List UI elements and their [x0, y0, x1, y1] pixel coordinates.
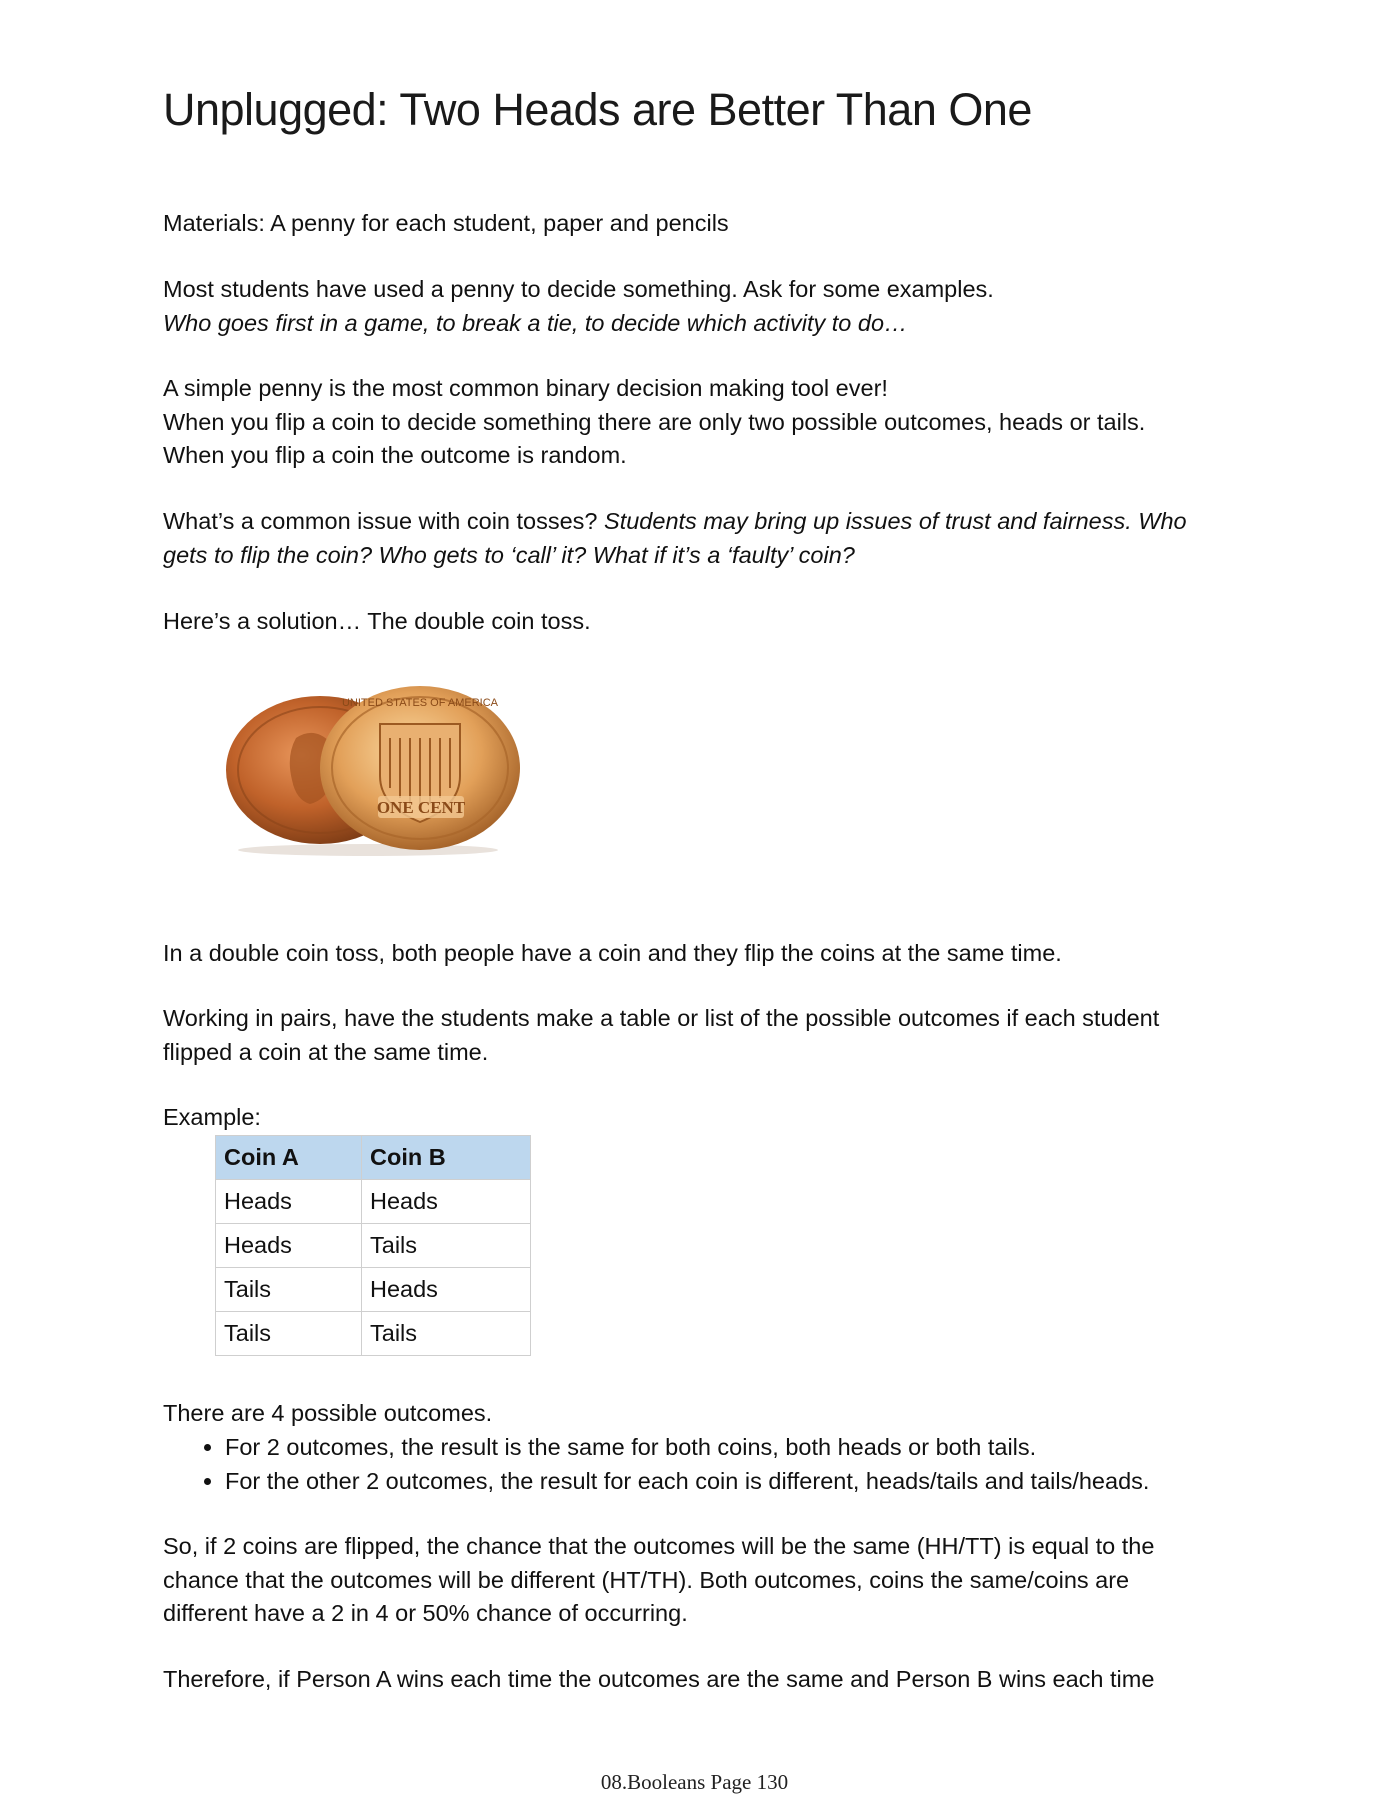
- table-row: [216, 1312, 531, 1356]
- working-paragraph: [163, 1002, 1243, 1069]
- table-cell: Heads: [362, 1268, 531, 1312]
- therefore-line: Therefore, if Person A wins each time the outcomes are the same and Person B wins each time: [163, 1666, 1155, 1692]
- table-cell: Tails: [216, 1312, 362, 1356]
- coin-legend-top: UNITED STATES OF AMERICA: [341, 697, 499, 709]
- binary-paragraph: [163, 372, 1243, 473]
- example-label: [163, 1101, 1243, 1135]
- binary-line-1: A simple penny is the most common binary decision making tool ever!: [163, 375, 888, 401]
- therefore-text: [163, 1663, 1243, 1697]
- pennies-image: [208, 678, 528, 858]
- double-toss-text: [163, 937, 1243, 971]
- table-cell: Heads: [216, 1180, 362, 1224]
- table-cell: Tails: [216, 1268, 362, 1312]
- table-cell: Heads: [216, 1224, 362, 1268]
- issue-question: What’s a common issue with coin tosses?: [163, 508, 605, 534]
- coin-legend-bottom: ONE CENT: [376, 798, 466, 817]
- solution-text: [163, 605, 1243, 639]
- conclusion-line-1: So, if 2 coins are flipped, the chance that the outcomes will be the same (HH/TT) is equal to the: [163, 1533, 1155, 1559]
- example-line: Example:: [163, 1104, 261, 1130]
- intro-line-2: Who goes first in a game, to break a tie, to decide which activity to do…: [163, 309, 908, 336]
- table-row: [216, 1180, 531, 1224]
- working-line-1: Working in pairs, have the students make a table or list of the possible outcomes if each student: [163, 1005, 1160, 1031]
- conclusion-line-2: chance that the outcomes will be different (HT/TH). Both outcomes, coins the same/coins are: [163, 1566, 1130, 1593]
- coin-shadow: [238, 844, 498, 856]
- table-cell: Heads: [362, 1180, 531, 1224]
- double-toss-line: In a double coin toss, both people have a coin and they flip the coins at the same time.: [163, 940, 1062, 966]
- outcomes-table: [215, 1135, 531, 1356]
- issue-paragraph: [163, 505, 1243, 572]
- intro-paragraph: [163, 273, 1243, 340]
- conclusion-line-3: different have a 2 in 4 or 50% chance of occurring.: [163, 1600, 688, 1626]
- solution-line: Here’s a solution… The double coin toss.: [163, 608, 591, 634]
- table-header-row: [216, 1136, 531, 1180]
- table-row: [216, 1268, 531, 1312]
- conclusion-paragraph: [163, 1530, 1243, 1631]
- outcomes-list: [163, 1431, 1149, 1498]
- list-item: • For the other 2 outcomes, the result for each coin is different, heads/tails and tails/heads.: [225, 1465, 1149, 1499]
- issue-answer-2: gets to flip the coin? Who gets to ‘call’ it? What if it’s a ‘faulty’ coin?: [163, 541, 855, 568]
- outcomes-line: There are 4 possible outcomes.: [163, 1400, 493, 1426]
- binary-line-3: When you flip a coin the outcome is random.: [163, 442, 627, 468]
- page-title: Unplugged: Two Heads are Better Than One: [163, 84, 1032, 135]
- intro-line-1: Most students have used a penny to decide something. Ask for some examples.: [163, 276, 994, 302]
- materials-text: [163, 207, 1243, 241]
- issue-line-1: [163, 505, 1243, 539]
- issue-answer-1: Students may bring up issues of trust and fairness. Who: [604, 508, 1187, 534]
- table-row: [216, 1224, 531, 1268]
- table-cell: Tails: [362, 1312, 531, 1356]
- table-header-cell: Coin A: [216, 1136, 362, 1180]
- page-footer: 08.Booleans Page 130: [600, 1770, 789, 1794]
- materials-line: Materials: A penny for each student, paper and pencils: [163, 210, 729, 236]
- working-line-2: flipped a coin at the same time.: [163, 1038, 489, 1065]
- list-item: • For 2 outcomes, the result is the same for both coins, both heads or both tails.: [225, 1431, 1149, 1465]
- binary-line-2: When you flip a coin to decide something there are only two possible outcomes, heads or tails.: [163, 408, 1146, 435]
- table-cell: Tails: [362, 1224, 531, 1268]
- table-header-cell: Coin B: [362, 1136, 531, 1180]
- outcomes-text: [163, 1397, 1243, 1431]
